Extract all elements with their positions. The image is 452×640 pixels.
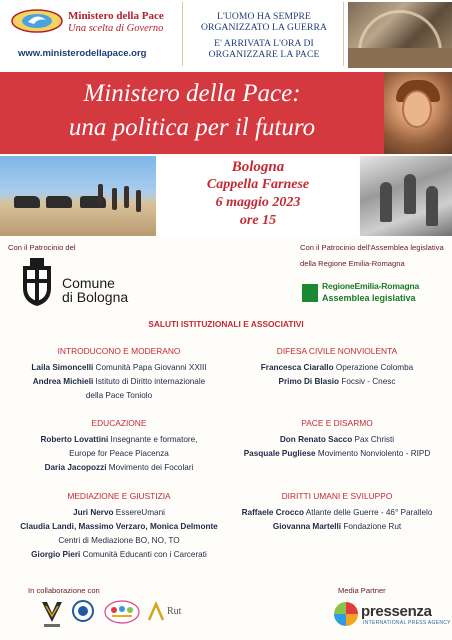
speaker-row (8, 363, 230, 372)
speaker-row (8, 550, 230, 559)
speaker-row (226, 449, 448, 458)
speaker-row (8, 463, 230, 472)
speaker-affiliation: Comunità Educanti con i Carcerati (80, 550, 207, 559)
figure (404, 174, 416, 214)
section-title: EDUCAZIONE (91, 418, 147, 428)
section-title: DIRITTI UMANI E SVILUPPO (281, 491, 393, 501)
bologna-crest-icon (20, 258, 54, 306)
banner-title-line1: Ministero della Pace: (83, 80, 301, 107)
region-mark-icon (302, 284, 318, 302)
dove-emblem-icon (10, 8, 64, 34)
figure (380, 182, 392, 222)
speaker-row (226, 377, 448, 386)
event-time: ore 15 (239, 213, 277, 228)
speaker-row (8, 435, 230, 444)
figure (426, 186, 438, 226)
website-url: www.ministerodellapace.org (18, 48, 147, 59)
speaker-name: Don Renato Sacco (279, 435, 353, 444)
fresco-photo (384, 72, 452, 154)
speaker-name: Pasquale Pugliese (243, 449, 316, 458)
event-date: 6 maggio 2023 (215, 195, 301, 210)
comune-name (62, 276, 128, 304)
speaker-affiliation: Europe for Peace Piacenza (69, 449, 169, 458)
speaker-row (8, 536, 230, 545)
speaker-affiliation: Comunità Papa Giovanni XXIII (93, 363, 207, 372)
speaker-affiliation: Fondazione Rut (341, 522, 402, 531)
motto-line: ORGANIZZATO LA GUERRA (200, 22, 328, 33)
speaker-name: Juri Nervo (73, 508, 114, 517)
speaker-affiliation: Centri di Mediazione BO, NO, TO (58, 536, 180, 545)
section-title: PACE E DISARMO (301, 418, 373, 428)
header (0, 0, 452, 70)
logo-subtitle: Una scelta di Governo (68, 23, 164, 34)
speaker-row (8, 449, 230, 458)
speaker-name: Daria Jacopozzi (44, 463, 107, 472)
speaker-row (8, 508, 230, 517)
speaker-affiliation: Movimento dei Focolari (106, 463, 194, 472)
media-partner-label: Media Partner (338, 586, 386, 595)
assembly-name: Assemblea legislativa (322, 293, 416, 303)
person (136, 190, 141, 212)
speaker-name: Francesca Ciarallo (260, 363, 334, 372)
pressenza-logo-icon (334, 602, 358, 626)
partner-logo-2-icon (72, 600, 94, 626)
person (112, 188, 117, 210)
speaker-affiliation: Pax Christi (352, 435, 395, 444)
speaker-row (226, 363, 448, 372)
region-logo (302, 281, 420, 307)
speaker-affiliation: Operazione Colomba (333, 363, 414, 372)
speaker-affiliation: Focsiv - Cnesc (339, 377, 396, 386)
speaker-affiliation: EssereUmani (113, 508, 165, 517)
speaker-name: Andrea Michieli (32, 377, 94, 386)
speaker-name: Roberto Lovattini (40, 435, 109, 444)
speaker-affiliation: della Pace Toniolo (85, 391, 153, 400)
speaker-name: Giorgio Pieri (31, 550, 81, 559)
speaker-name: Raffaele Crocco (241, 508, 304, 517)
speaker-affiliation: Atlante delle Guerre - 46° Parallelo (303, 508, 433, 517)
floor-shape (348, 48, 452, 68)
event-details (158, 156, 358, 236)
motto-line: L'UOMO HA SEMPRE (217, 11, 311, 22)
speaker-row (226, 435, 448, 444)
monochrome-photo (360, 156, 452, 236)
title-banner (0, 72, 384, 154)
partner-logo-1-icon (40, 600, 64, 630)
banner-title-line2: una politica per il futuro (68, 114, 316, 141)
motto-line: ORGANIZZARE LA PACE (208, 49, 320, 60)
event-venue: Cappella Farnese (206, 177, 310, 192)
speaker-row (8, 522, 230, 531)
speaker-name: Claudia Landi, Massimo Verzaro, Monica Delmonte (20, 522, 218, 531)
speaker-row (8, 391, 230, 400)
speaker-affiliation: Istituto di Diritto internazionale (93, 377, 206, 386)
rut-label: Rut (167, 606, 182, 617)
desert-photo (0, 156, 156, 236)
patronage-label-left: Con il Patrocinio del (8, 243, 76, 252)
section-title: INTRODUCONO E MODERANO (57, 346, 181, 356)
patronage-label-right: Con il Patrocinio dell'Assemblea legislativa (300, 243, 444, 252)
speaker-name: Primo Di Blasio (278, 377, 340, 386)
motto (182, 2, 344, 66)
pressenza-name: pressenza (361, 603, 432, 620)
section-title: MEDIAZIONE E GIUSTIZIA (67, 491, 171, 501)
fresco-face (402, 90, 432, 128)
vehicle (46, 196, 72, 208)
comune-line1: Comune (62, 275, 115, 291)
vehicle (14, 196, 40, 208)
section-title: DIFESA CIVILE NONVIOLENTA (276, 346, 398, 356)
speaker-affiliation: Insegnante e formatore, (108, 435, 198, 444)
speaker-row (226, 522, 448, 531)
motto-line: E' ARRIVATA L'ORA DI (214, 38, 314, 49)
council-chamber-photo (348, 2, 452, 68)
greetings-title: SALUTI ISTITUZIONALI E ASSOCIATIVI (148, 319, 304, 329)
event-city: Bologna (231, 159, 285, 175)
speaker-row (226, 508, 448, 517)
speaker-name: Giovanna Martelli (272, 522, 342, 531)
region-name: RegioneEmilia-Romagna (322, 281, 420, 291)
speaker-name: Laila Simoncelli (31, 363, 94, 372)
rut-logo-icon (147, 600, 165, 624)
pressenza-subtitle: INTERNATIONAL PRESS AGENCY (363, 620, 451, 626)
partner-logo-3-icon (104, 600, 140, 624)
comune-line2: di Bologna (62, 289, 129, 305)
patronage-label-right-2: della Regione Emilia-Romagna (300, 259, 405, 268)
collaboration-label: In collaborazione con (28, 586, 100, 595)
person (98, 184, 103, 206)
speaker-row (8, 377, 230, 386)
person (124, 186, 129, 208)
ministero-logo (4, 2, 176, 66)
speaker-affiliation: Movimento Nonviolento - RIPD (315, 449, 431, 458)
logo-title: Ministero della Pace (68, 10, 164, 22)
